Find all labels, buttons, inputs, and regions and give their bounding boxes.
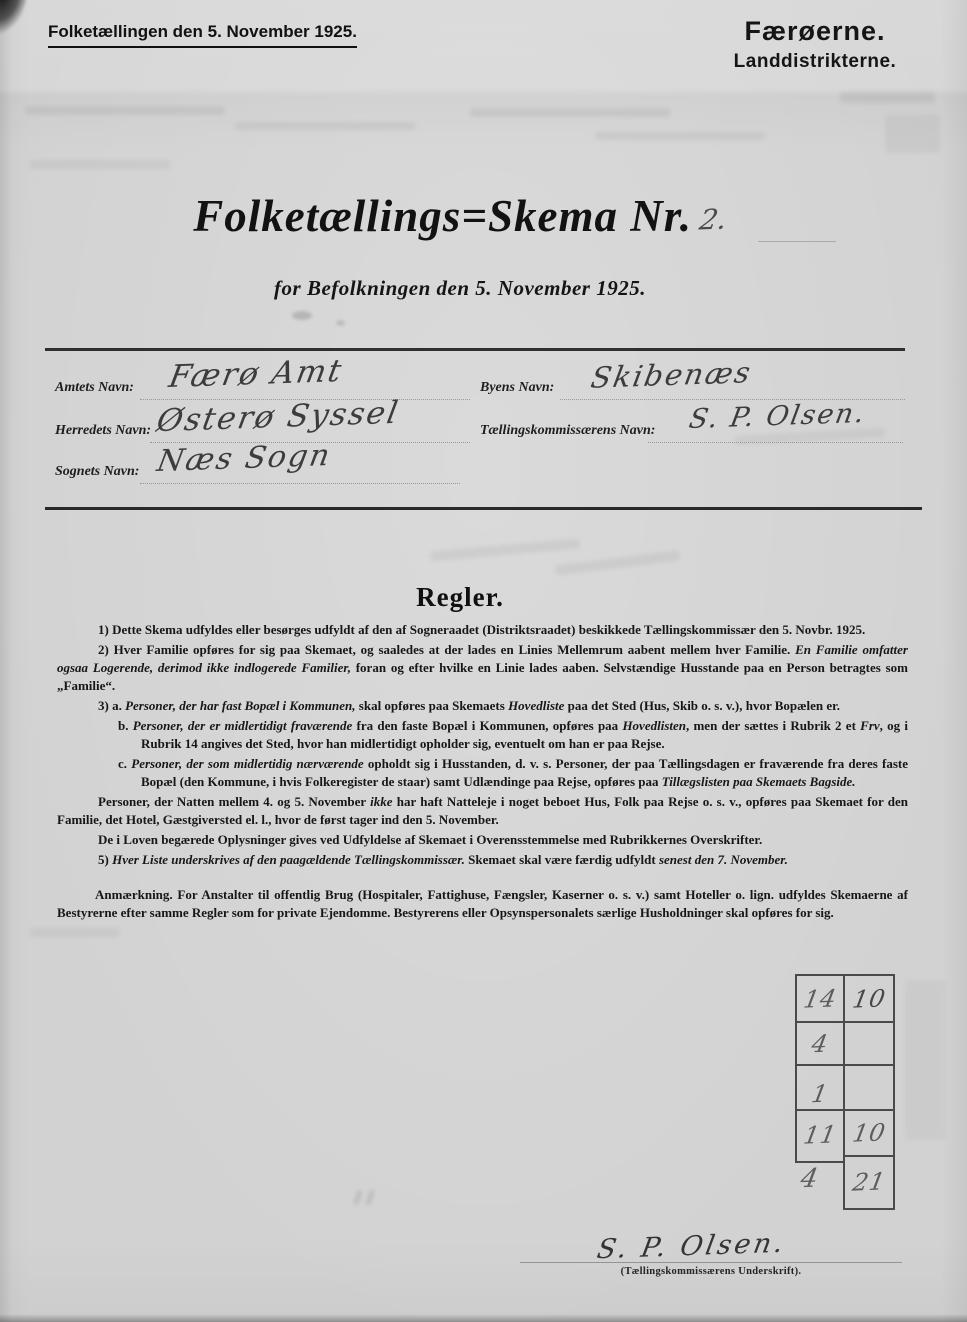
signature-line: [520, 1262, 902, 1263]
rule-4: De i Loven begærede Oplysninger gives ved Udfyldelse af Skemaet i Overensstemmelse med Rubrikkernes Overskrifter.: [98, 832, 763, 847]
subregion-name: Landdistrikterne.: [733, 51, 897, 72]
kommissaer-label: Tællingskommissærens Navn:: [480, 423, 656, 438]
scan-corner-stain: [0, 0, 28, 40]
pen-mark: [366, 1190, 375, 1205]
tally-value: 10: [850, 1118, 888, 1148]
ghost-mark: [885, 115, 940, 153]
rules-heading: Regler.: [416, 582, 504, 612]
tally-value: 1: [809, 1079, 831, 1108]
rule-3a: 3) a. Personer, der har fast Bopæl i Kommunen, skal opføres paa Skemaets Hovedliste paa det Sted (Hus, Skib o. s. v.), hvor Bopælen er.: [98, 698, 840, 713]
tally-value: 21: [850, 1166, 888, 1197]
ghost-mark: [235, 122, 415, 130]
ghost-mark: [555, 550, 680, 575]
tally-value-outside-box: 4: [798, 1163, 821, 1195]
tally-cell: [797, 1023, 843, 1066]
ghost-mark: [30, 160, 170, 169]
kommissaer-underline: [648, 441, 903, 443]
sogn-value-handwritten: Næs Sogn: [154, 438, 335, 479]
ghost-mark: [840, 92, 935, 103]
tally-table-left-column: [795, 974, 845, 1163]
rule-5: 5) Hver Liste underskrives af den paagældende Tællingskommissær. Skemaet skal være færdig udfyldt senest den 7. November.: [98, 852, 788, 867]
tally-cell: [845, 1066, 893, 1111]
signature-handwritten: S. P. Olsen.: [594, 1227, 789, 1266]
by-label: Byens Navn:: [480, 380, 555, 395]
sogn-label: Sognets Navn:: [55, 464, 140, 479]
herred-value-handwritten: Østerø Syssel: [153, 394, 403, 440]
amt-label: Amtets Navn:: [55, 380, 134, 395]
tally-value: 14: [801, 983, 839, 1014]
ghost-mark: [430, 538, 580, 561]
scan-bottom-edge: [0, 1314, 967, 1322]
ink-smudge: [292, 311, 312, 320]
rule-3c: c. Personer, der som midlertidig nærværende opholdt sig i Husstanden, d. v. s. Personer, der paa Tællingsdagen er fraværende fra deres faste Bopæl (den Kommune, i hvis Folkeregister de staar) samt Udlændinge paa Rejse, opføres paa Tillægslisten paa Skemaets Bagside.: [118, 756, 908, 789]
rule-3b: b. Personer, der er midlertidigt fraværende fra den faste Bopæl i Kommunen, opføres paa Hovedlisten, men der sættes i Rubrik 2 et Frv, og i Rubrik 14 angives det Sted, hvor han midlertidigt opholder sig, eventuelt om han er paa Rejse.: [118, 718, 909, 751]
form-title-line: [0, 190, 920, 242]
by-value-handwritten: Skibenæs: [588, 355, 755, 395]
rule-1: 1) Dette Skema udfyldes eller besørges udfyldt af den af Sogneraadet (Distriktsraadet) beskikkede Tællingskommissær den 5. Novbr. 1925.: [98, 622, 866, 637]
separator-line-top: [45, 348, 905, 351]
ghost-mark: [905, 980, 945, 1140]
tally-cell: [845, 1157, 893, 1206]
ink-smudge: [336, 320, 345, 326]
sogn-underline: [140, 482, 460, 484]
pen-mark: [354, 1190, 363, 1205]
tally-cell: [845, 1111, 893, 1157]
rules-text-block: [57, 621, 908, 924]
form-number-handwritten: 2.: [696, 202, 730, 237]
region-name: Færøerne.: [744, 16, 886, 46]
remark-paragraph: Anmærkning. For Anstalter til offentlig Brug (Hospitaler, Fattighuse, Fængsler, Kaserner o. s. v.) samt Hoteller o. lign. udfyldes Skemaerne af Bestyrerne efter samme Regler som for private Ejendomme. Bestyrerens eller Opsynspersonalets særlige Husholdninger skal opføres for sig.: [57, 887, 908, 920]
ghost-mark: [25, 106, 225, 115]
form-number-underline: [758, 241, 836, 242]
form-title: Folketællings=Skema Nr.: [193, 191, 692, 241]
tally-value: 11: [801, 1120, 839, 1150]
signature-caption: (Tællingskommissærens Underskrift).: [620, 1266, 802, 1277]
tally-cell: [797, 1111, 843, 1159]
rule-2: 2) Hver Familie opføres for sig paa Skemaet, og saaledes at der lades en Linies Mellemrum aabent mellem hver Familie. En Familie omfatter ogsaa Logerende, derimod ikke indlogerede Familier, foran og efter hvilke en Linie lades aaben. Selvstændige Husstande paa en Person betragtes som „Familie“.: [57, 642, 908, 693]
ghost-mark: [470, 108, 670, 117]
form-subtitle: for Befolkningen den 5. November 1925.: [274, 276, 646, 300]
region-block: [715, 16, 915, 73]
tally-value: 4: [809, 1029, 831, 1058]
tally-cell: [797, 976, 843, 1023]
ghost-mark: [30, 928, 120, 937]
herred-label: Herredets Navn:: [55, 423, 152, 438]
tally-value: 10: [850, 983, 888, 1014]
rule-3-continuation: Personer, der Natten mellem 4. og 5. November ikke har haft Natteleje i noget beboet Hus, Folk paa Rejse o. s. v., opføres paa Skemaet for den Familie, det Hotel, Gæstgiversted el. l., hvor de først tager ind den 5. November.: [57, 794, 908, 827]
tally-cell: [845, 976, 893, 1023]
kommissaer-value-handwritten: S. P. Olsen.: [686, 397, 869, 436]
tally-table-right-column: [843, 974, 895, 1210]
form-header-title: Folketællingen den 5. November 1925.: [48, 22, 357, 48]
separator-line-bottom: [45, 507, 922, 510]
ghost-mark: [595, 132, 765, 140]
amt-value-handwritten: Færø Amt: [166, 353, 346, 395]
tally-cell: [797, 1066, 843, 1111]
tally-cell: [845, 1023, 893, 1066]
